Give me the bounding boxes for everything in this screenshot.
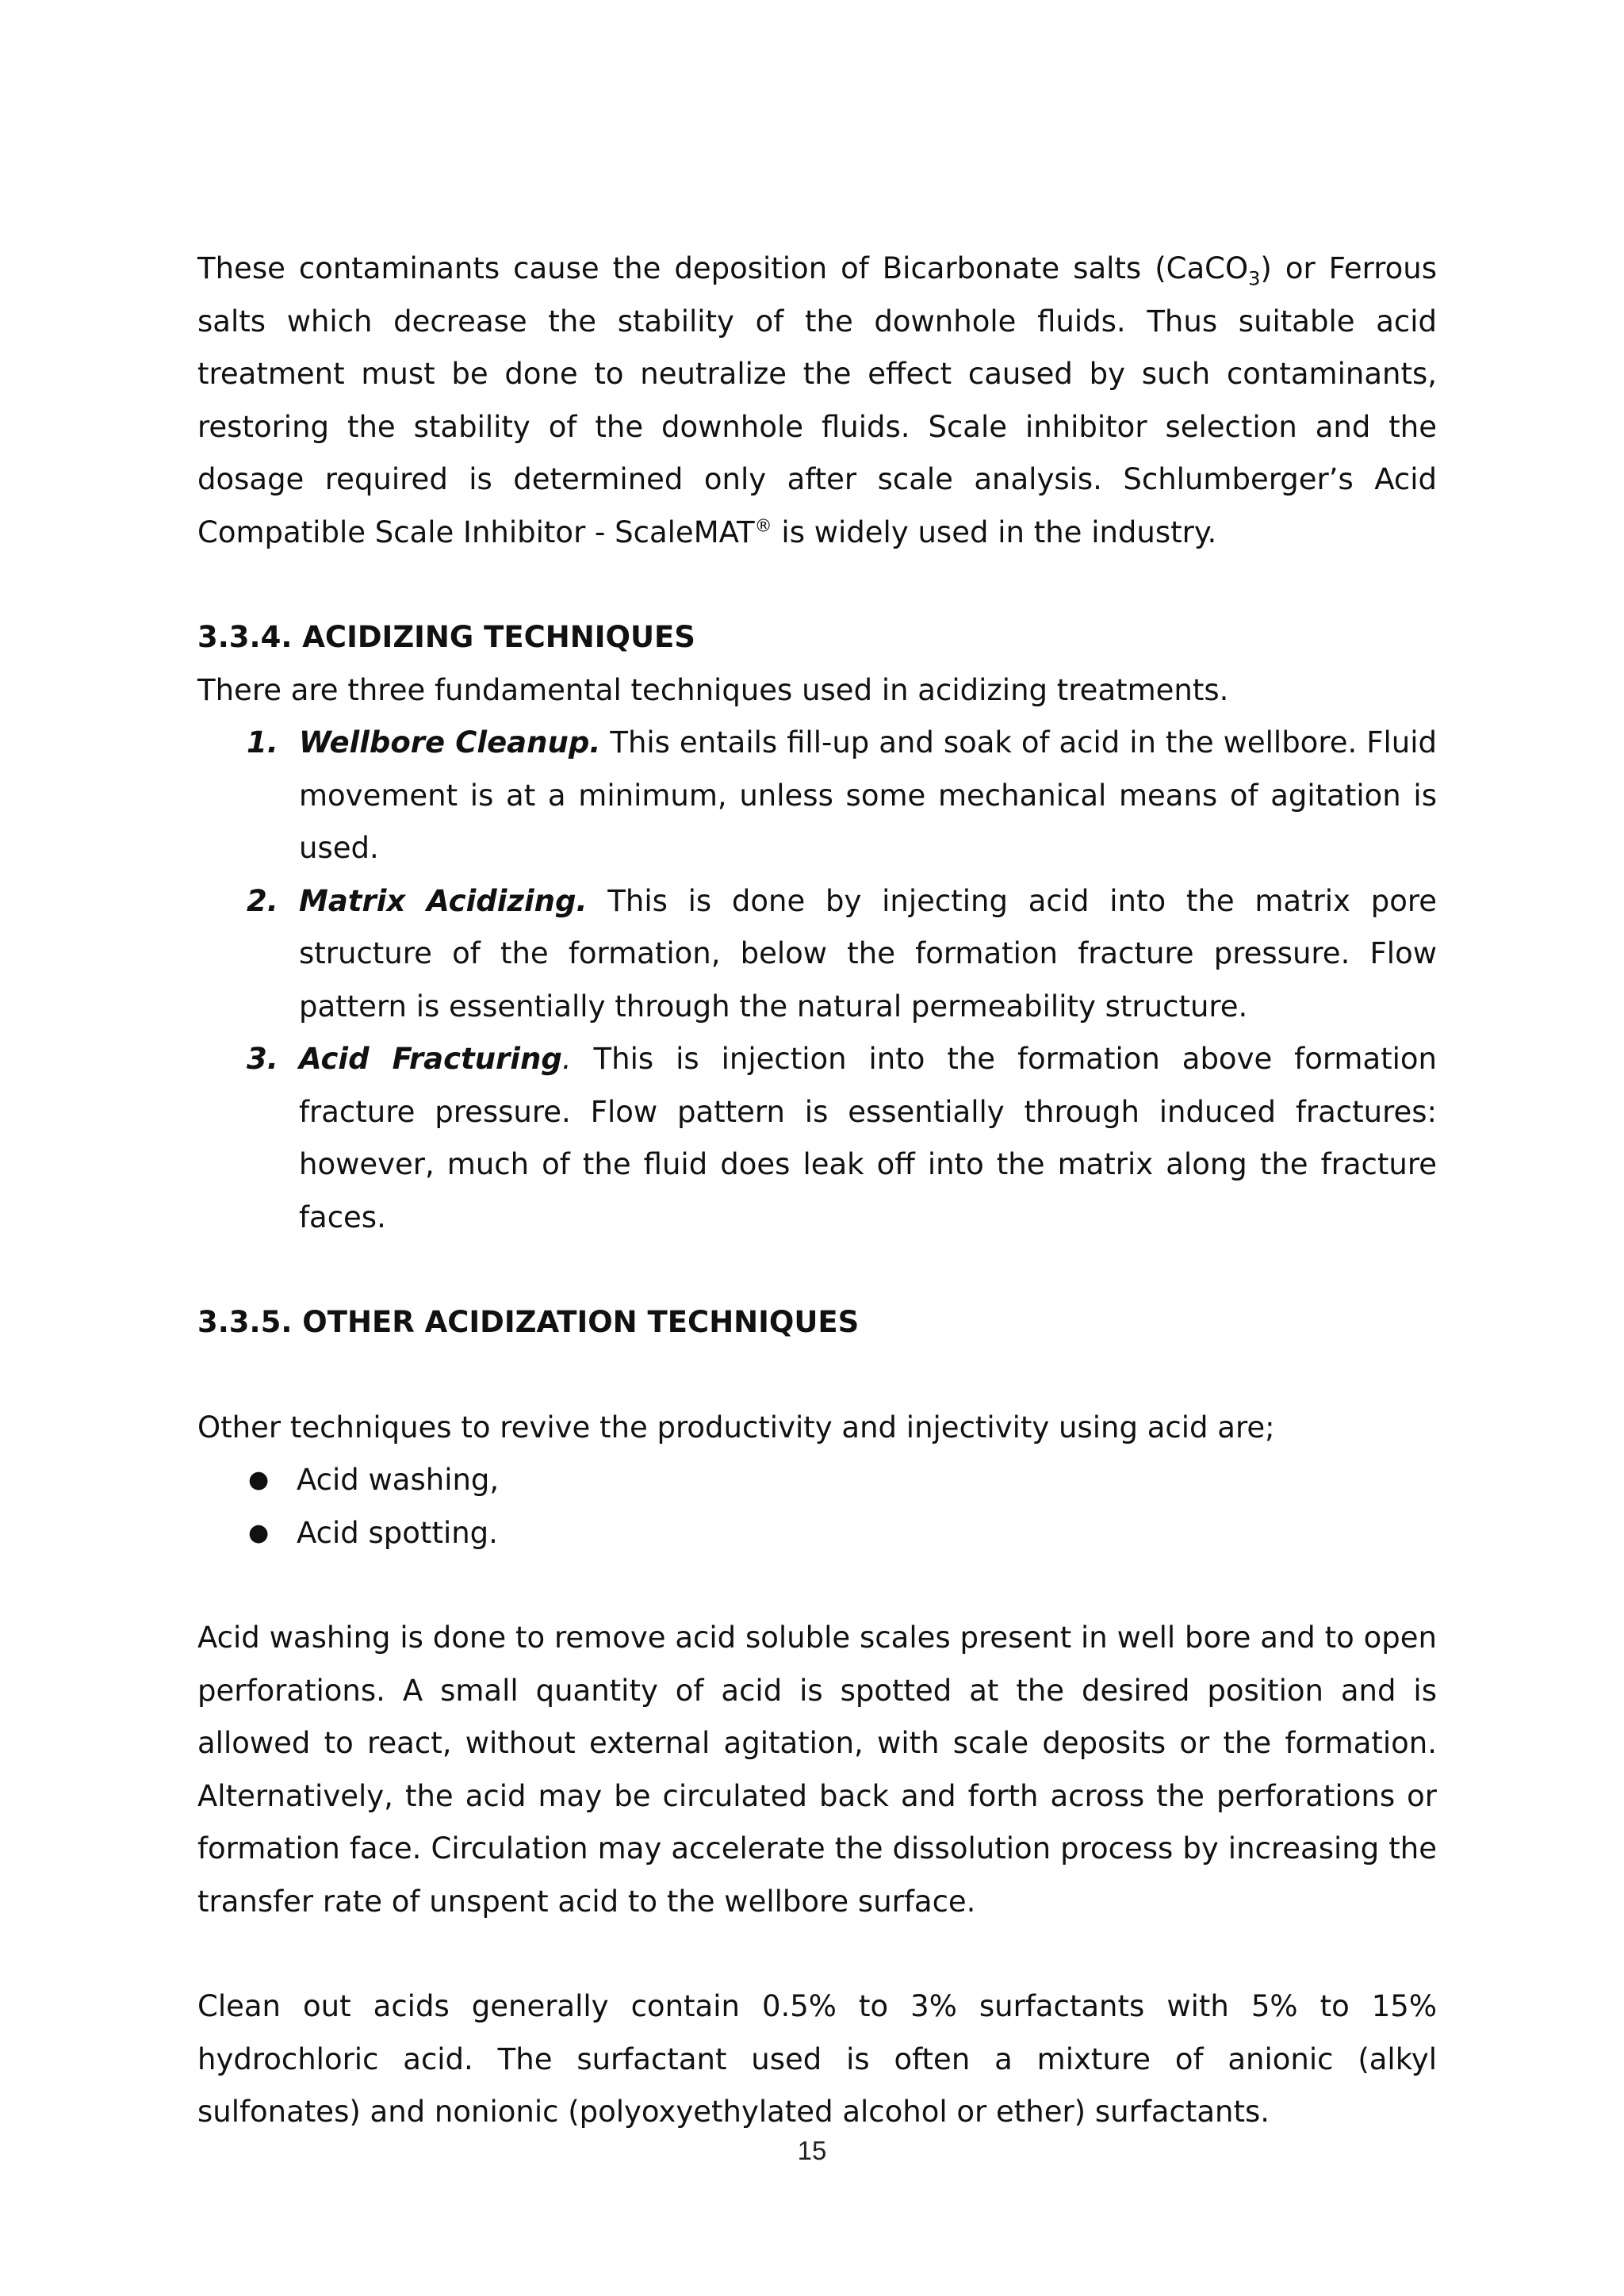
registered-mark: ® <box>754 516 772 537</box>
list-item <box>197 717 1437 875</box>
list-item <box>197 1033 1437 1244</box>
technique-text: This is injection into the formation above formation fracture pressure. Flow pattern is essentially through induced fractures: however, much of the fluid does leak off into the matrix along the fracture faces. <box>299 1042 1437 1234</box>
list-item <box>197 1454 1437 1507</box>
list-item <box>197 1507 1437 1560</box>
section-334-heading: 3.3.4. ACIDIZING TECHNIQUES <box>197 620 695 654</box>
technique-term-suffix: . <box>576 883 588 918</box>
spacer <box>197 1244 1437 1296</box>
bullet-text: Acid washing, <box>297 1463 500 1497</box>
spacer <box>197 1349 1437 1402</box>
technique-term-suffix: . <box>589 725 601 760</box>
techniques-list <box>197 717 1437 1244</box>
spacer <box>197 1928 1437 1980</box>
acid-techniques-bullets <box>197 1454 1437 1559</box>
intro-text-part3: is widely used in the industry. <box>772 515 1217 549</box>
section-335-heading: 3.3.5. OTHER ACIDIZATION TECHNIQUES <box>197 1305 860 1339</box>
list-number: 2. <box>247 883 278 918</box>
technique-term: Wellbore Cleanup <box>299 725 590 760</box>
acid-washing-paragraph: Acid washing is done to remove acid soluble scales present in well bore and to open perforations. A small quantity of acid is spotted at the desired position and is allowed to react, without external agitation, with scale deposits or the formation. Alternatively, the acid may be circulated back and forth across the perforations or formation face. Circulation may accelerate the dissolution process by increasing the transfer rate of unspent acid to the wellbore surface. <box>197 1621 1437 1919</box>
technique-term: Acid Fracturing <box>299 1042 562 1076</box>
spacer <box>197 1559 1437 1612</box>
technique-term-suffix: . <box>561 1042 572 1076</box>
bullet-icon: ● <box>248 1518 270 1547</box>
list-number: 3. <box>247 1042 278 1076</box>
bullet-icon: ● <box>248 1466 270 1494</box>
intro-text-part1: These contaminants cause the deposition of Bicarbonate salts (CaCO <box>197 251 1249 285</box>
technique-text: This entails fill-up and soak of acid in the wellbore. Fluid movement is at a minimum, unless some mechanical means of agitation is used. <box>299 725 1437 865</box>
spacer <box>197 559 1437 611</box>
section-334-intro: There are three fundamental techniques used in acidizing treatments. <box>197 672 1229 707</box>
technique-text: This is done by injecting acid into the matrix pore structure of the formation, below the formation fracture pressure. Flow pattern is essentially through the natural permeability structure. <box>299 883 1437 1024</box>
section-335-intro: Other techniques to revive the productivity and injectivity using acid are; <box>197 1410 1275 1445</box>
page-content <box>197 243 1437 2139</box>
technique-term: Matrix Acidizing <box>299 883 576 918</box>
intro-subscript: 3 <box>1248 267 1261 290</box>
list-number: 1. <box>247 725 278 760</box>
intro-text-part2: ) or Ferrous salts which decrease the stability of the downhole fluids. Thus suitable acid treatment must be done to neutralize the effect caused by such contaminants, restoring the stability of the downhole fluids. Scale inhibitor selection and the dosage required is determined only after scale analysis. Schlumberger’s Acid Compatible Scale Inhibitor - ScaleMAT <box>197 251 1438 549</box>
page-number: 15 <box>797 2136 827 2165</box>
intro-paragraph <box>197 243 1437 559</box>
list-item <box>197 875 1437 1034</box>
bullet-text: Acid spotting. <box>297 1515 498 1550</box>
clean-out-acids-paragraph: Clean out acids generally contain 0.5% to 3% surfactants with 5% to 15% hydrochloric acid. The surfactant used is often a mixture of anionic (alkyl sulfonates) and nonionic (polyoxyethylated alcohol or ether) surfactants. <box>197 1989 1437 2129</box>
